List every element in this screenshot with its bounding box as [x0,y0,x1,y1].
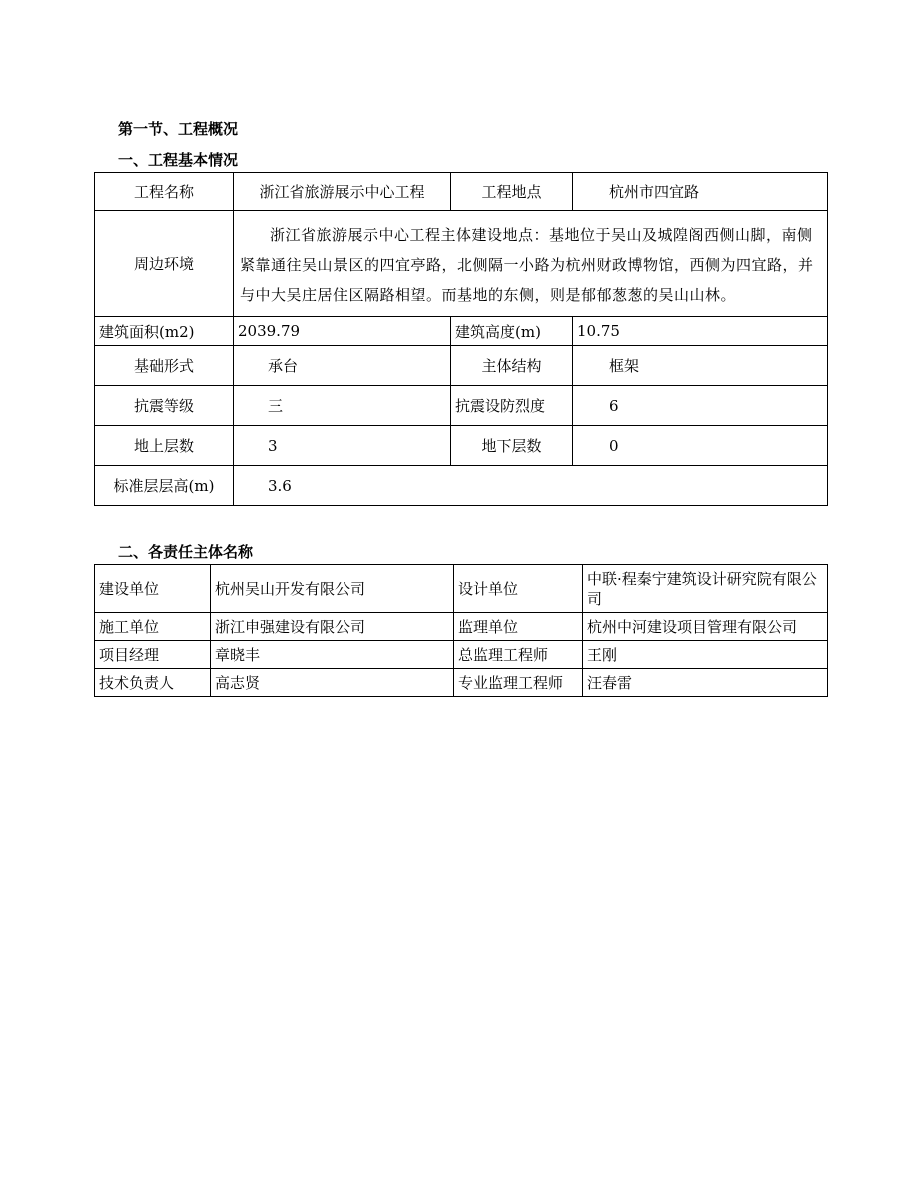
height-value: 10.75 [573,317,828,346]
part2-heading: 二、各责任主体名称 [118,543,254,561]
party-label: 项目经理 [95,641,211,669]
party-label: 监理单位 [454,613,583,641]
floor-height-label: 标准层层高(m) [95,466,234,506]
env-value: 浙江省旅游展示中心工程主体建设地点：基地位于吴山及城隍阁西侧山脚，南侧紧靠通往吴山景区的四宜亭路，北侧隔一小路为杭州财政博物馆，西侧为四宜路，并与中大吴庄居住区隔路相望。而基地的东侧，则是郁郁葱葱的吴山山林。 [234,211,828,317]
foundation-value: 承台 [234,346,451,386]
below-value: 0 [573,426,828,466]
party-value: 王刚 [583,641,828,669]
section-title: 第一节、工程概况 [118,120,239,138]
env-label: 周边环境 [95,211,234,317]
floor-height-value: 3.6 [234,466,828,506]
party-value: 浙江申强建设有限公司 [211,613,454,641]
party-value: 杭州吴山开发有限公司 [211,565,454,613]
party-label: 设计单位 [454,565,583,613]
party-label: 总监理工程师 [454,641,583,669]
basic-info-table [94,172,828,506]
party-value: 杭州中河建设项目管理有限公司 [583,613,828,641]
party-label: 技术负责人 [95,669,211,697]
party-value: 中联·程秦宁建筑设计研究院有限公司 [583,565,828,613]
table-row [95,669,828,697]
location-label: 工程地点 [451,173,573,211]
seismic-grade-label: 抗震等级 [95,386,234,426]
area-label: 建筑面积(m2) [95,317,234,346]
name-value: 浙江省旅游展示中心工程 [234,173,451,211]
location-value: 杭州市四宜路 [573,173,828,211]
seismic-grade-value: 三 [234,386,451,426]
below-label: 地下层数 [451,426,573,466]
responsible-parties-table [94,564,828,697]
table-row [95,565,828,613]
party-value: 高志贤 [211,669,454,697]
party-label: 施工单位 [95,613,211,641]
area-value: 2039.79 [234,317,451,346]
table-row [95,613,828,641]
structure-value: 框架 [573,346,828,386]
seismic-intensity-label: 抗震设防烈度 [451,386,573,426]
above-label: 地上层数 [95,426,234,466]
part1-heading: 一、工程基本情况 [118,151,239,169]
above-value: 3 [234,426,451,466]
height-label: 建筑高度(m) [451,317,573,346]
table-row [95,641,828,669]
party-value: 章晓丰 [211,641,454,669]
name-label: 工程名称 [95,173,234,211]
seismic-intensity-value: 6 [573,386,828,426]
party-label: 专业监理工程师 [454,669,583,697]
foundation-label: 基础形式 [95,346,234,386]
party-label: 建设单位 [95,565,211,613]
structure-label: 主体结构 [451,346,573,386]
party-value: 汪春雷 [583,669,828,697]
